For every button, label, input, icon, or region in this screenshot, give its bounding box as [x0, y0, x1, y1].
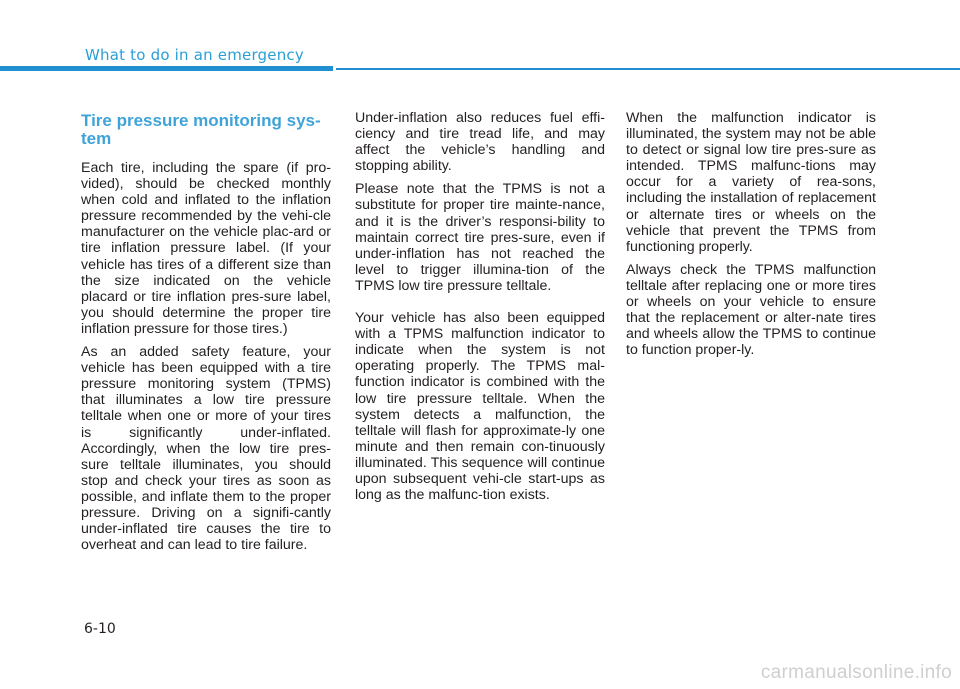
paragraph: As an added safety feature, your vehicle has been equipped with a tire pressure monitoring system (TPMS) that illuminates a low tire pressure telltale when one or more of your tires is significantly under-inflated. Accordingly, when the low tire pres-sure telltale illuminates, you should stop and check your tires as soon as possible, and inflate them to the proper pressure. Driving on a signifi-cantly under-inflated tire causes the tire to overheat and can lead to tire failure. [81, 344, 331, 554]
text-column-1 [81, 112, 331, 560]
paragraph: Please note that the TPMS is not a substitute for proper tire mainte-nance, and it is the driver’s responsi-bility to maintain correct tire pres-sure, even if under-inflation has not reached the level to trigger illumina-tion of the TPMS low tire pressure telltale. [355, 181, 605, 294]
section-header-title: What to do in an emergency [85, 46, 304, 64]
header-rule-thin [336, 68, 960, 70]
paragraph: Each tire, including the spare (if pro-vided), should be checked monthly when cold and inflated to the inflation pressure recommended by the vehi-cle manufacturer on the vehicle plac-ard or tire inflation pressure label. (If your vehicle has tires of a different size than the size indicated on the vehicle placard or tire inflation pres-sure label, you should determine the proper tire inflation pressure for those tires.) [81, 160, 331, 337]
paragraph: Under-inflation also reduces fuel effi-ciency and tire tread life, and may affect the vehicle’s handling and stopping ability. [355, 110, 605, 175]
text-column-3 [626, 110, 876, 365]
watermark: carmanualsonline.info [760, 662, 952, 683]
header-rule-thick [0, 66, 333, 71]
page-number: 6-10 [84, 621, 116, 637]
paragraph: Always check the TPMS malfunction telltale after replacing one or more tires or wheels on your vehicle to ensure that the replacement or alter-nate tires and wheels allow the TPMS to continue to function proper-ly. [626, 261, 876, 359]
paragraph: When the malfunction indicator is illuminated, the system may not be able to detect or signal low tire pres-sure as intended. TPMS malfunc-tions may occur for a variety of rea-sons, including the installation of replacement or alternate tires or wheels on the vehicle that prevent the TPMS from functioning properly. [626, 110, 876, 255]
paragraph: Your vehicle has also been equipped with a TPMS malfunction indicator to indicate when the system is not operating properly. The TPMS mal-function indicator is combined with the low tire pressure telltale. When the system detects a malfunction, the telltale will flash for approximate-ly one minute and then remain con-tinuously illuminated. This sequence will continue upon subsequent vehi-cle start-ups as long as the malfunc-tion exists. [355, 310, 605, 504]
section-heading: Tire pressure monitoring sys-tem [81, 111, 321, 148]
text-column-2 [355, 110, 605, 510]
